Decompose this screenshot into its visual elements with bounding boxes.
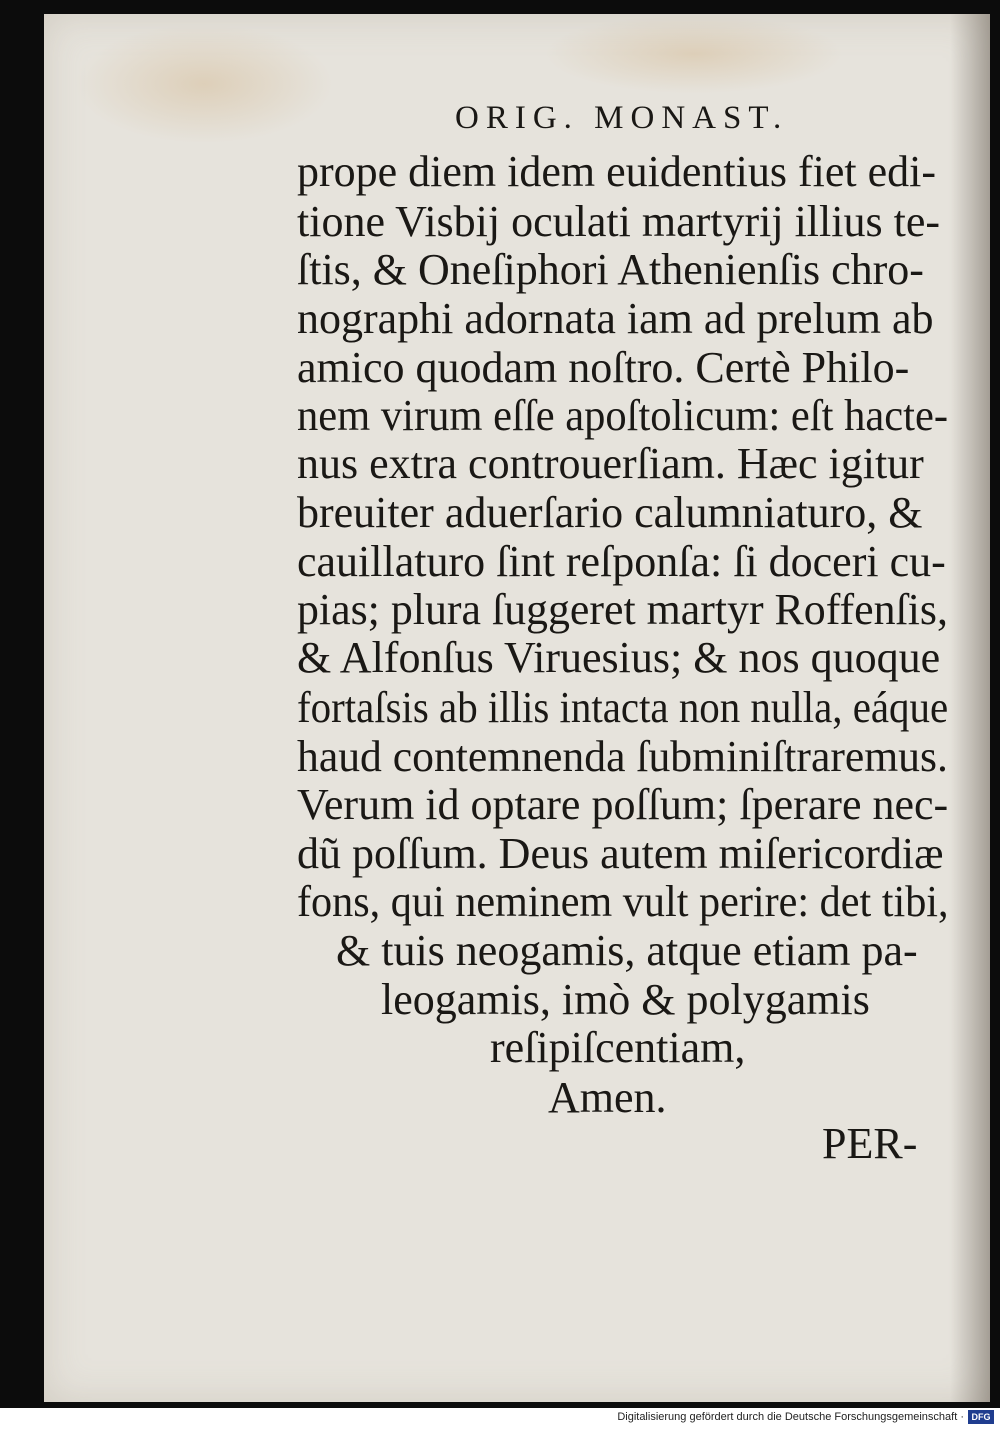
paper-stain <box>74 24 334 144</box>
text-line: cauillaturo ſint reſponſa: ſi doceri cu- <box>297 537 946 586</box>
text-line: fortaſsis ab illis intacta non nulla, eáque <box>297 683 949 732</box>
text-line: Verum id optare poſſum; ſperare nec- <box>297 780 949 829</box>
text-line: nus extra controuerſiam. Hæc igitur <box>297 439 924 488</box>
text-line: leogamis, imò & polygamis <box>381 975 870 1024</box>
text-line: Amen. <box>548 1073 667 1122</box>
running-head: ORIG. MONAST. <box>455 100 789 136</box>
text-line: & Alfonſus Viruesius; & nos quoque <box>297 633 941 682</box>
catchword: PER- <box>822 1119 918 1168</box>
text-line: pias; plura ſuggeret martyr Roffenſis, <box>297 585 948 634</box>
text-line: amico quodam noſtro. Certè Philo- <box>297 343 910 392</box>
text-line: tione Visbij oculati martyrij illius te- <box>297 197 941 246</box>
digitization-footer <box>0 1408 1000 1429</box>
text-line: nem virum eſſe apoſtolicum: eſt hacte- <box>297 391 949 440</box>
text-line: fons, qui neminem vult perire: det tibi, <box>297 877 949 926</box>
paper-stain <box>544 14 844 94</box>
text-line: nographi adornata iam ad prelum ab <box>297 294 934 343</box>
text-line: dũ poſſum. Deus autem miſericordiæ <box>297 829 944 878</box>
text-line: reſipiſcentiam, <box>490 1023 746 1072</box>
text-line: & tuis neogamis, atque etiam pa- <box>336 926 918 975</box>
funding-credit: Digitalisierung gefördert durch die Deutsche Forschungsgemeinschaft · <box>617 1411 964 1423</box>
text-line: haud contemnenda ſubminiſtraremus. <box>297 732 948 781</box>
text-line: prope diem idem euidentius fiet edi- <box>297 147 937 196</box>
text-line: ſtis, & Oneſiphori Athenienſis chro- <box>297 245 924 294</box>
text-line: breuiter aduerſario calumniaturo, & <box>297 488 923 537</box>
dfg-logo: DFG <box>968 1410 994 1424</box>
page-gutter-shadow <box>950 14 990 1402</box>
